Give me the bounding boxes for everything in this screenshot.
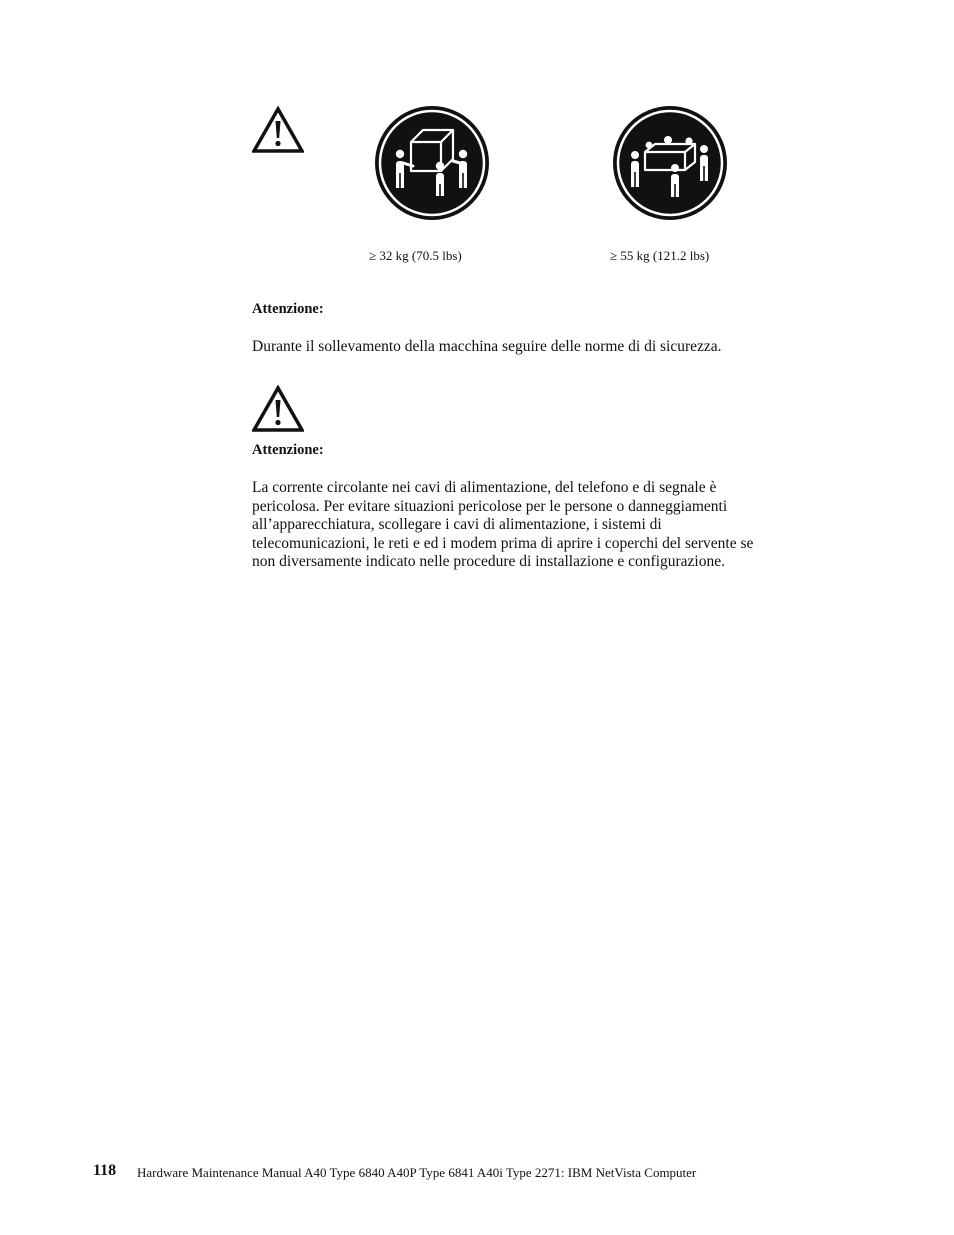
- notice-2-line: all’apparecchiatura, scollegare i cavi di alimentazione, i sistemi di: [252, 516, 662, 534]
- notice-2-heading: Attenzione:: [252, 442, 324, 458]
- two-person-lift-caption: ≥ 32 kg (70.5 lbs): [369, 248, 462, 263]
- notice-1-text: Durante il sollevamento della macchina seguire delle norme di di sicurezza.: [252, 338, 722, 355]
- page-number: 118: [93, 1162, 117, 1179]
- three-person-lift-caption: ≥ 55 kg (121.2 lbs): [610, 248, 710, 263]
- caution-triangle-icon: [252, 385, 304, 433]
- notice-1-heading: Attenzione:: [252, 301, 324, 317]
- notice-2-line: La corrente circolante nei cavi di alimentazione, del telefono e di segnale è: [252, 479, 717, 496]
- notice-2-text: [252, 479, 832, 572]
- notice-2-line: telecomunicazioni, le reti e ed i modem prima di aprire i coperchi del servente se: [252, 534, 754, 552]
- footer-title: Hardware Maintenance Manual A40 Type 6840 A40P Type 6841 A40i Type 2271: IBM NetVista Computer: [137, 1165, 697, 1180]
- two-person-lift-icon: [373, 104, 491, 222]
- three-person-lift-icon: [611, 104, 729, 222]
- notice-2-line: pericolosa. Per evitare situazioni pericolose per le persone o danneggiamenti: [252, 497, 728, 515]
- caution-triangle-icon: [252, 106, 304, 154]
- notice-2-line: non diversamente indicato nelle procedure di installazione e configurazione.: [252, 553, 725, 571]
